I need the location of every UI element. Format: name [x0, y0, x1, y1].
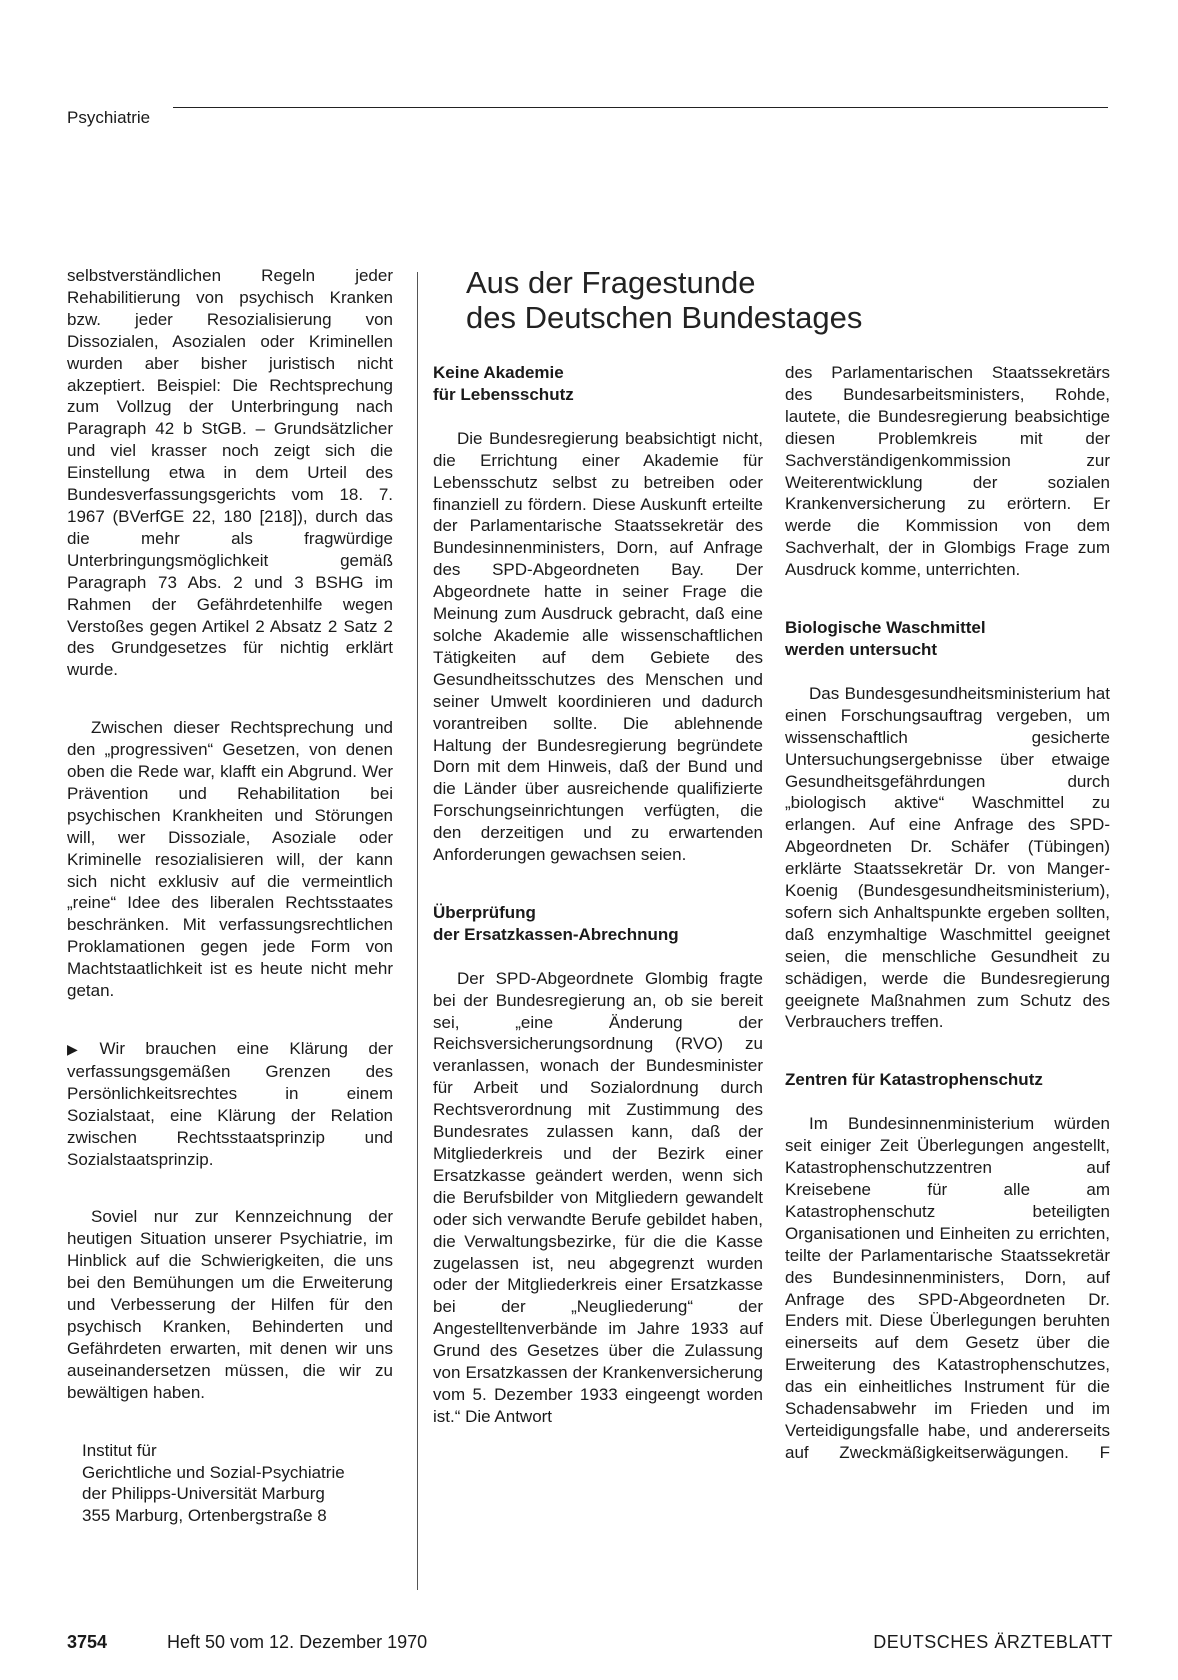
left-paragraph-1: selbstverständlichen Regeln jeder Rehabilitierung von psychisch Kranken bzw. jeder Resozialisierung von Dissozialen, Asozialen oder Kriminellen wurden aber bisher juristisch nicht akzeptiert. Beispiel: Die Rechtsprechung zum Vollzug der Unterbringung nach Paragraph 42 b StGB. – Grundsätzlicher und viel krasser noch zeigt sich die Einstellung etwa in dem Urteil des Bundesverfassungsgerichts vom 18. 7. 1967 (BVerfGE 22, 180 [218]), durch das die mehr als fragwürdige Unterbringungsmöglichkeit gemäß Paragraph 73 Abs. 2 und 3 BSHG im Rahmen der Gefährdetenhilfe wegen Verstoßes gegen Artikel 2 Absatz 2 Satz 2 des Grundgesetzes für nichtig erklärt wurde. — [67, 266, 393, 680]
left-paragraph-4: Soviel nur zur Kennzeichnung der heutigen Situation unserer Psychiatrie, im Hinblick auf die Schwierigkeiten, die uns bei den Bemühungen um die Erweiterung und Verbesserung der Hilfen für den psychisch Kranken, Behinderten und Gefährdeten erwarten, mit denen wir uns auseinandersetzen müssen, die wir zu bewältigen haben. — [67, 1207, 393, 1402]
middle-column — [433, 362, 763, 1428]
author-address — [82, 1440, 393, 1528]
section-label: Psychiatrie — [67, 108, 151, 127]
section-body-ersatzkassen: Der SPD-Abgeordnete Glombig fragte bei der Bundesregierung an, ob sie bereit sei, „eine Änderung der Reichsversicherungsordnung (RVO) zu veranlassen, wonach der Bundesminister für Arbeit und Sozialordnung durch Rechtsverordnung mit Zustimmung des Bundesrates zulassen kann, daß der Mitgliederkreis und der Bezirk einer Ersatzkasse geändert werden, wenn sich die Berufsbilder von Mitgliedern gewandelt oder sich verwandte Berufe gebildet haben, die Verwaltungsbezirke, für die die Kasse zugelassen ist, neu abgegrenzt wurden oder der Mitgliederkreis einer Ersatzkasse bei der „Neugliederung“ der Angestelltenverbände im Jahre 1933 auf Grund des Gesetzes über die Zulassung von Ersatzkassen der Krankenversicherung vom 5. Dezember 1933 eingeengt worden ist.“ Die Antwort — [433, 968, 763, 1426]
triangle-marker-icon: ▶ — [67, 1041, 94, 1057]
journal-name: DEUTSCHES ÄRZTEBLATT — [873, 1632, 1113, 1652]
left-paragraph-3: ▶ Wir brauchen eine Klärung der verfassungsgemäßen Grenzen des Persönlichkeitsrechtes in einem Sozialstaat, eine Klärung der Relation zwischen Rechtsstaatsprinzip und Sozialstaatsprinzip. — [67, 1039, 393, 1169]
address-line: 355 Marburg, Ortenbergstraße 8 — [82, 1506, 327, 1526]
page-number: 3754 — [67, 1632, 108, 1652]
section-body-akademie: Die Bundesregierung beabsichtigt nicht, die Errichtung einer Akademie für Lebensschutz selbst zu betreiben oder finanziell zu fördern. Diese Auskunft erteilte der Parlamentarische Staatssekretär des Bundesinnenministers, Dorn, auf Anfrage des SPD-Abgeordneten Bay. Der Abgeordnete hatte in seiner Frage die Meinung zum Ausdruck gebracht, daß eine solche Akademie alle wissenschaftlichen Tätigkeiten auf dem Gebiete des Gesundheitsschutzes des Menschen und seiner Umwelt koordinieren und dadurch vorantreiben sollte. Die ablehnende Haltung der Bundesregierung begründete Dorn mit dem Hinweis, daß der Bund und die Länder über ausreichende qualifizierte Forschungseinrichtungen verfügten, die den derzeitigen und zu erwartenden Anforderungen gewachsen seien. — [433, 428, 763, 865]
left-paragraph-2: Zwischen dieser Rechtsprechung und den „progressiven“ Gesetzen, von denen oben die Rede war, klafft ein Abgrund. Wer Prävention und Rehabilitation bei psychischen Krankheiten und Störungen will, wer Dissoziale, Asoziale oder Kriminelle resozialisieren will, der kann sich nicht exklusiv auf die vermeintlich „reine“ Idee des liberalen Rechtsstaates beschränken. Mit verfassungsrechtlichen Proklamationen gegen jede Form von Machtstaatlichkeit ist es heute nicht mehr getan. — [67, 718, 393, 1001]
section-body-katastrophenschutz: Im Bundesinnenministerium würden seit einiger Zeit Überlegungen angestellt, Katastrophenschutzzentren auf Kreisebene für alle am Katastrophenschutz beteiligten Organisationen und Einheiten zu errichten, teilte der Parlamentarische Staatssekretär des Bundesinnenministers, Dorn, auf Anfrage des SPD-Abgeordneten Dr. Enders mit. Diese Überlegungen beruhten einerseits auf dem Gesetz über die Erweiterung des Katastrophenschutzes, das ein einheitliches Instrument für die Schadensabwehr im Frieden und im Verteidigungsfalle habe, und andererseits auf Zweckmäßigkeitserwägungen. F — [785, 1114, 1110, 1462]
section-heading-katastrophenschutz: Zentren für Katastrophenschutz — [785, 1070, 1043, 1090]
section-heading-akademie: Keine Akademie für Lebensschutz — [433, 363, 574, 404]
article-title: Aus der Fragestunde des Deutschen Bundestages — [466, 265, 863, 335]
right-column — [785, 362, 1110, 1464]
section-heading-ersatzkassen: Überprüfung der Ersatzkassen-Abrechnung — [433, 902, 679, 944]
address-line: Gerichtliche und Sozial-Psychiatrie — [82, 1462, 345, 1482]
issue-info: Heft 50 vom 12. Dezember 1970 — [167, 1632, 428, 1652]
section-heading-waschmittel: Biologische Waschmittel werden untersucht — [785, 618, 986, 659]
left-column — [67, 265, 393, 1527]
end-mark: F — [1099, 1442, 1110, 1462]
header-rule — [173, 107, 1108, 108]
address-line: Institut für — [82, 1440, 157, 1460]
section-body-ersatzkassen-continued: des Parlamentarischen Staatssekretärs des Bundesarbeitsministers, Rohde, lautete, die Bundesregierung beabsichtige diesen Problemkreis mit der Sachverständigenkommission zur Weiterentwicklung der sozialen Krankenversicherung zu erörtern. Er werde die Kommission von dem Sachverhalt, der in Glombigs Frage zum Ausdruck komme, unterrichten. — [785, 363, 1110, 580]
address-line: der Philipps-Universität Marburg — [82, 1484, 325, 1504]
column-rule — [417, 272, 418, 1590]
section-body-waschmittel: Das Bundesgesundheitsministerium hat einen Forschungsauftrag vergeben, um wissenschaftlich gesicherte Untersuchungsergebnisse über etwaige Gesundheitsgefährdungen durch „biologisch aktive“ Waschmittel zu erlangen. Auf eine Anfrage des SPD-Abgeordneten Dr. Schäfer (Tübingen) erklärte Staatssekretär Dr. von Manger-Koenig (Bundesgesundheitsministerium), sofern sich Anhaltspunkte ergeben sollten, daß enzymhaltige Waschmittel geeignet seien, die menschliche Gesundheit zu schädigen, werde die Bundesregierung geeignete Maßnahmen zum Schutz des Verbrauchers treffen. — [785, 683, 1110, 1032]
